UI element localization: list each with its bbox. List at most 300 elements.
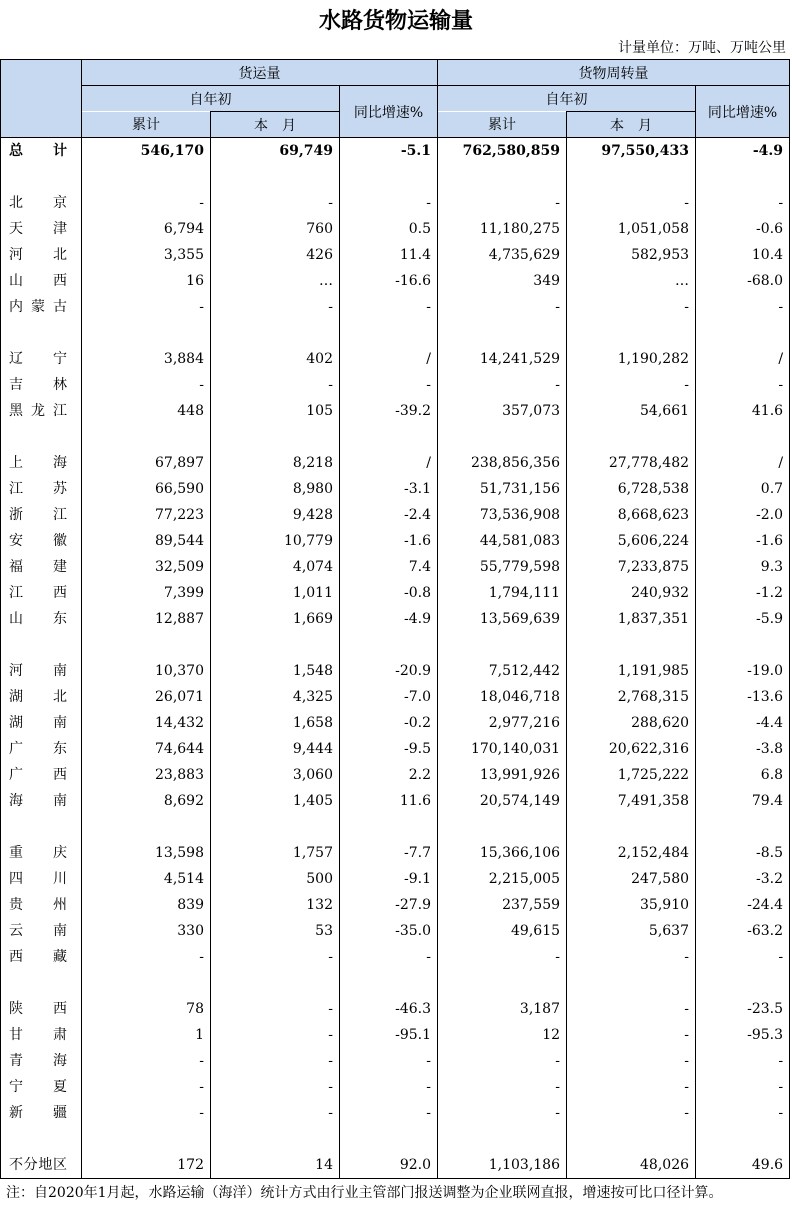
turnover-yoy-cell: 6.8 xyxy=(696,762,790,788)
cargo-month-cell: 1,548 xyxy=(211,658,340,684)
turnover-month-cell: - xyxy=(567,1022,696,1048)
turnover-yoy-cell: -1.2 xyxy=(696,580,790,606)
turnover-yoy-cell: - xyxy=(696,1100,790,1126)
table-row xyxy=(1,606,790,632)
cargo-ytd-cell: 14,432 xyxy=(82,710,211,736)
turnover-ytd-cell: 1,794,111 xyxy=(438,580,567,606)
turnover-ytd-cell: 7,512,442 xyxy=(438,658,567,684)
cargo-month-cell: 14 xyxy=(211,1152,340,1179)
cargo-yoy-cell: - xyxy=(340,1074,438,1100)
turnover-yoy-cell: 49.6 xyxy=(696,1152,790,1179)
cargo-month-cell: 8,218 xyxy=(211,450,340,476)
turnover-ytd-cell: 1,103,186 xyxy=(438,1152,567,1179)
region-cell: 西藏 xyxy=(1,944,82,970)
region-cell: 山东 xyxy=(1,606,82,632)
cargo-ytd-cell: 330 xyxy=(82,918,211,944)
region-cell: 陕西 xyxy=(1,996,82,1022)
cargo-yoy-cell: / xyxy=(340,346,438,372)
cargo-ytd-cell: 448 xyxy=(82,398,211,424)
cargo-ytd-cell: 16 xyxy=(82,268,211,294)
table-row xyxy=(1,866,790,892)
cargo-ytd-cell: - xyxy=(82,372,211,398)
cargo-month-cell: 1,658 xyxy=(211,710,340,736)
cargo-month-cell: 9,428 xyxy=(211,502,340,528)
cargo-ytd-cell: - xyxy=(82,1100,211,1126)
cargo-month-cell: 9,444 xyxy=(211,736,340,762)
cargo-ytd-cell: 1 xyxy=(82,1022,211,1048)
cargo-ytd-cell: 77,223 xyxy=(82,502,211,528)
spacer-row xyxy=(1,632,790,658)
region-cell: 吉林 xyxy=(1,372,82,398)
region-cell: 四川 xyxy=(1,866,82,892)
turnover-ytd-header: 累计 xyxy=(438,112,567,138)
cargo-month-cell: 426 xyxy=(211,242,340,268)
turnover-ytd-cell: 15,366,106 xyxy=(438,840,567,866)
cargo-yoy-cell: 11.4 xyxy=(340,242,438,268)
turnover-yoy-cell: -4.4 xyxy=(696,710,790,736)
turnover-yoy-cell: / xyxy=(696,450,790,476)
turnover-month-cell: 48,026 xyxy=(567,1152,696,1179)
cargo-yoy-cell: -5.1 xyxy=(340,138,438,165)
turnover-ytd-cell: - xyxy=(438,372,567,398)
turnover-ytd-cell: 170,140,031 xyxy=(438,736,567,762)
region-cell: 总 计 xyxy=(1,138,82,165)
spacer-cell xyxy=(340,424,438,450)
turnover-ytd-cell: 55,779,598 xyxy=(438,554,567,580)
turnover-month-cell: 1,051,058 xyxy=(567,216,696,242)
turnover-month-cell: 35,910 xyxy=(567,892,696,918)
table-row xyxy=(1,450,790,476)
region-cell: 海南 xyxy=(1,788,82,814)
spacer-cell xyxy=(1,1126,82,1152)
cargo-month-cell: 1,405 xyxy=(211,788,340,814)
cargo-yoy-cell: -7.7 xyxy=(340,840,438,866)
turnover-yoy-cell: -19.0 xyxy=(696,658,790,684)
turnover-yoy-cell: -68.0 xyxy=(696,268,790,294)
turnover-yoy-cell: - xyxy=(696,190,790,216)
turnover-month-cell: 5,637 xyxy=(567,918,696,944)
spacer-cell xyxy=(1,320,82,346)
spacer-cell xyxy=(696,320,790,346)
cargo-yoy-cell: -1.6 xyxy=(340,528,438,554)
turnover-yoy-cell: 9.3 xyxy=(696,554,790,580)
region-cell: 上海 xyxy=(1,450,82,476)
spacer-cell xyxy=(211,814,340,840)
turnover-ytd-cell: 18,046,718 xyxy=(438,684,567,710)
cargo-yoy-cell: -95.1 xyxy=(340,1022,438,1048)
spacer-cell xyxy=(438,164,567,190)
table-row xyxy=(1,892,790,918)
spacer-cell xyxy=(1,164,82,190)
turnover-month-cell: - xyxy=(567,190,696,216)
spacer-cell xyxy=(696,970,790,996)
turnover-yoy-cell: -3.8 xyxy=(696,736,790,762)
table-row xyxy=(1,554,790,580)
turnover-ytd-cell: 20,574,149 xyxy=(438,788,567,814)
region-cell: 北京 xyxy=(1,190,82,216)
cargo-month-cell: 10,779 xyxy=(211,528,340,554)
cargo-month-cell: - xyxy=(211,944,340,970)
turnover-ytd-cell: 11,180,275 xyxy=(438,216,567,242)
turnover-yoy-cell: - xyxy=(696,1074,790,1100)
spacer-cell xyxy=(82,970,211,996)
cargo-month-cell: 69,749 xyxy=(211,138,340,165)
turnover-yoy-cell: -23.5 xyxy=(696,996,790,1022)
turnover-ytd-cell: 357,073 xyxy=(438,398,567,424)
spacer-cell xyxy=(340,814,438,840)
cargo-ytd-cell: - xyxy=(82,1074,211,1100)
turnover-month-cell: - xyxy=(567,294,696,320)
spacer-cell xyxy=(211,1126,340,1152)
cargo-month-cell: 8,980 xyxy=(211,476,340,502)
region-cell: 安徽 xyxy=(1,528,82,554)
turnover-ytd-cell: 349 xyxy=(438,268,567,294)
spacer-cell xyxy=(438,632,567,658)
spacer-cell xyxy=(438,320,567,346)
spacer-row xyxy=(1,320,790,346)
region-cell: 甘肃 xyxy=(1,1022,82,1048)
turnover-month-cell: - xyxy=(567,1100,696,1126)
cargo-ytd-cell: 13,598 xyxy=(82,840,211,866)
turnover-ytd-cell: - xyxy=(438,294,567,320)
cargo-yoy-cell: - xyxy=(340,1100,438,1126)
table-row xyxy=(1,788,790,814)
table-row xyxy=(1,398,790,424)
table-row xyxy=(1,762,790,788)
cargo-ytd-cell: 89,544 xyxy=(82,528,211,554)
spacer-row xyxy=(1,1126,790,1152)
cargo-yoy-cell: 92.0 xyxy=(340,1152,438,1179)
turnover-yoy-cell: 10.4 xyxy=(696,242,790,268)
water-freight-table xyxy=(0,59,790,1179)
spacer-cell xyxy=(82,632,211,658)
turnover-yoy-cell: 0.7 xyxy=(696,476,790,502)
region-cell: 重庆 xyxy=(1,840,82,866)
region-cell: 江苏 xyxy=(1,476,82,502)
cargo-month-cell: 3,060 xyxy=(211,762,340,788)
table-row xyxy=(1,372,790,398)
turnover-ytd-cell: - xyxy=(438,190,567,216)
cargo-month-cell: - xyxy=(211,1074,340,1100)
turnover-ytd-cell: 12 xyxy=(438,1022,567,1048)
table-row xyxy=(1,840,790,866)
turnover-ytd-cell: 49,615 xyxy=(438,918,567,944)
spacer-cell xyxy=(211,970,340,996)
turnover-yoy-cell: -24.4 xyxy=(696,892,790,918)
turnover-yoy-cell: - xyxy=(696,294,790,320)
turnover-month-cell: - xyxy=(567,1048,696,1074)
spacer-cell xyxy=(438,424,567,450)
cargo-month-cell: 760 xyxy=(211,216,340,242)
turnover-ytd-cell: 762,580,859 xyxy=(438,138,567,165)
cargo-yoy-cell: -35.0 xyxy=(340,918,438,944)
cargo-ytd-cell: 3,884 xyxy=(82,346,211,372)
cargo-ytd-header-top: 自年初 xyxy=(82,86,340,112)
cargo-yoy-cell: -7.0 xyxy=(340,684,438,710)
table-row xyxy=(1,580,790,606)
table-row xyxy=(1,346,790,372)
spacer-row xyxy=(1,970,790,996)
spacer-cell xyxy=(696,424,790,450)
table-row xyxy=(1,658,790,684)
cargo-yoy-cell: - xyxy=(340,1048,438,1074)
turnover-month-cell: 7,233,875 xyxy=(567,554,696,580)
spacer-cell xyxy=(567,164,696,190)
turnover-month-cell: 2,152,484 xyxy=(567,840,696,866)
spacer-cell xyxy=(696,164,790,190)
cargo-month-cell: 53 xyxy=(211,918,340,944)
cargo-month-cell: - xyxy=(211,190,340,216)
cargo-yoy-cell: -16.6 xyxy=(340,268,438,294)
turnover-month-cell: 2,768,315 xyxy=(567,684,696,710)
cargo-ytd-cell: - xyxy=(82,294,211,320)
spacer-cell xyxy=(1,424,82,450)
cargo-yoy-cell: -3.1 xyxy=(340,476,438,502)
region-cell: 黑龙江 xyxy=(1,398,82,424)
region-cell: 辽宁 xyxy=(1,346,82,372)
turnover-yoy-cell: -1.6 xyxy=(696,528,790,554)
turnover-yoy-cell: 79.4 xyxy=(696,788,790,814)
spacer-cell xyxy=(567,424,696,450)
spacer-cell xyxy=(340,632,438,658)
cargo-ytd-cell: 26,071 xyxy=(82,684,211,710)
region-cell: 河南 xyxy=(1,658,82,684)
turnover-month-cell: 54,661 xyxy=(567,398,696,424)
region-cell: 新疆 xyxy=(1,1100,82,1126)
region-cell: 广西 xyxy=(1,762,82,788)
table-row xyxy=(1,242,790,268)
cargo-ytd-cell: 67,897 xyxy=(82,450,211,476)
cargo-header: 货运量 xyxy=(82,60,438,86)
turnover-yoy-cell: - xyxy=(696,1048,790,1074)
table-row xyxy=(1,684,790,710)
cargo-yoy-cell: 11.6 xyxy=(340,788,438,814)
turnover-month-cell: 1,725,222 xyxy=(567,762,696,788)
spacer-cell xyxy=(567,1126,696,1152)
cargo-month-cell: 1,669 xyxy=(211,606,340,632)
cargo-ytd-cell: 23,883 xyxy=(82,762,211,788)
spacer-cell xyxy=(696,1126,790,1152)
turnover-ytd-cell: - xyxy=(438,1048,567,1074)
turnover-ytd-header-top: 自年初 xyxy=(438,86,696,112)
cargo-ytd-cell: - xyxy=(82,190,211,216)
turnover-month-cell: 6,728,538 xyxy=(567,476,696,502)
turnover-ytd-cell: 2,215,005 xyxy=(438,866,567,892)
cargo-ytd-cell: 74,644 xyxy=(82,736,211,762)
cargo-month-cell: 132 xyxy=(211,892,340,918)
cargo-yoy-cell: - xyxy=(340,190,438,216)
cargo-month-cell: 4,074 xyxy=(211,554,340,580)
cargo-month-cell: 1,757 xyxy=(211,840,340,866)
turnover-month-cell: - xyxy=(567,996,696,1022)
turnover-ytd-cell: - xyxy=(438,944,567,970)
cargo-yoy-cell: - xyxy=(340,372,438,398)
cargo-month-cell: - xyxy=(211,372,340,398)
region-cell: 贵州 xyxy=(1,892,82,918)
table-row xyxy=(1,1022,790,1048)
turnover-ytd-cell: 238,856,356 xyxy=(438,450,567,476)
turnover-ytd-cell: 13,569,639 xyxy=(438,606,567,632)
cargo-ytd-cell: 66,590 xyxy=(82,476,211,502)
spacer-cell xyxy=(82,424,211,450)
cargo-ytd-cell: - xyxy=(82,944,211,970)
spacer-cell xyxy=(567,632,696,658)
turnover-yoy-cell: - xyxy=(696,944,790,970)
cargo-yoy-cell: 2.2 xyxy=(340,762,438,788)
cargo-yoy-cell: - xyxy=(340,294,438,320)
spacer-cell xyxy=(340,970,438,996)
spacer-cell xyxy=(211,424,340,450)
cargo-yoy-header: 同比增速% xyxy=(340,86,438,138)
turnover-ytd-cell: 237,559 xyxy=(438,892,567,918)
spacer-cell xyxy=(438,1126,567,1152)
spacer-cell xyxy=(340,1126,438,1152)
cargo-month-cell: 500 xyxy=(211,866,340,892)
turnover-month-cell: - xyxy=(567,944,696,970)
turnover-ytd-cell: - xyxy=(438,1074,567,1100)
cargo-yoy-cell: -0.2 xyxy=(340,710,438,736)
region-cell: 河北 xyxy=(1,242,82,268)
spacer-cell xyxy=(696,632,790,658)
region-cell: 福建 xyxy=(1,554,82,580)
cargo-ytd-cell: 546,170 xyxy=(82,138,211,165)
cargo-ytd-cell: 839 xyxy=(82,892,211,918)
turnover-yoy-cell: -13.6 xyxy=(696,684,790,710)
cargo-yoy-cell: -9.1 xyxy=(340,866,438,892)
table-row xyxy=(1,528,790,554)
turnover-yoy-cell: -95.3 xyxy=(696,1022,790,1048)
cargo-ytd-cell: 7,399 xyxy=(82,580,211,606)
spacer-cell xyxy=(82,814,211,840)
table-row xyxy=(1,1100,790,1126)
cargo-month-header: 本 月 xyxy=(211,112,340,138)
region-cell: 天津 xyxy=(1,216,82,242)
region-cell: 湖南 xyxy=(1,710,82,736)
spacer-cell xyxy=(1,632,82,658)
cargo-ytd-cell: 32,509 xyxy=(82,554,211,580)
cargo-yoy-cell: - xyxy=(340,944,438,970)
spacer-cell xyxy=(567,970,696,996)
turnover-month-cell: 27,778,482 xyxy=(567,450,696,476)
total-row xyxy=(1,138,790,165)
table-row xyxy=(1,476,790,502)
cargo-ytd-cell: 6,794 xyxy=(82,216,211,242)
cargo-yoy-cell: -39.2 xyxy=(340,398,438,424)
region-cell: 不分地区 xyxy=(1,1152,82,1179)
turnover-month-cell: 1,191,985 xyxy=(567,658,696,684)
region-cell: 云南 xyxy=(1,918,82,944)
spacer-cell xyxy=(567,814,696,840)
table-row xyxy=(1,1152,790,1179)
footnote: 注：自2020年1月起，水路运输（海洋）统计方式由行业主管部门报送调整为企业联网直报，增速按可比口径计算。 xyxy=(6,1185,723,1201)
spacer-cell xyxy=(211,320,340,346)
table-row xyxy=(1,996,790,1022)
spacer-cell xyxy=(211,164,340,190)
turnover-month-cell: 288,620 xyxy=(567,710,696,736)
turnover-yoy-cell: 41.6 xyxy=(696,398,790,424)
turnover-month-cell: 247,580 xyxy=(567,866,696,892)
cargo-ytd-cell: - xyxy=(82,1048,211,1074)
table-row xyxy=(1,1048,790,1074)
region-header xyxy=(1,60,82,138)
turnover-month-cell: 1,837,351 xyxy=(567,606,696,632)
turnover-ytd-cell: - xyxy=(438,1100,567,1126)
turnover-yoy-cell: -8.5 xyxy=(696,840,790,866)
turnover-yoy-cell: -63.2 xyxy=(696,918,790,944)
cargo-ytd-cell: 4,514 xyxy=(82,866,211,892)
turnover-ytd-cell: 2,977,216 xyxy=(438,710,567,736)
turnover-month-cell: … xyxy=(567,268,696,294)
table-row xyxy=(1,710,790,736)
turnover-month-cell: 1,190,282 xyxy=(567,346,696,372)
cargo-yoy-cell: -20.9 xyxy=(340,658,438,684)
cargo-ytd-cell: 172 xyxy=(82,1152,211,1179)
spacer-cell xyxy=(438,970,567,996)
table-row xyxy=(1,294,790,320)
page-title: 水路货物运输量 xyxy=(318,9,473,34)
region-cell: 宁夏 xyxy=(1,1074,82,1100)
spacer-cell xyxy=(211,632,340,658)
spacer-cell xyxy=(696,814,790,840)
table-row xyxy=(1,736,790,762)
spacer-cell xyxy=(567,320,696,346)
turnover-ytd-cell: 14,241,529 xyxy=(438,346,567,372)
table-row xyxy=(1,1074,790,1100)
table-row xyxy=(1,190,790,216)
cargo-month-cell: 402 xyxy=(211,346,340,372)
turnover-month-cell: 240,932 xyxy=(567,580,696,606)
spacer-cell xyxy=(340,320,438,346)
turnover-month-cell: 5,606,224 xyxy=(567,528,696,554)
region-cell: 浙江 xyxy=(1,502,82,528)
spacer-cell xyxy=(82,1126,211,1152)
cargo-month-cell: - xyxy=(211,1022,340,1048)
turnover-yoy-cell: / xyxy=(696,346,790,372)
cargo-month-cell: - xyxy=(211,1100,340,1126)
cargo-month-cell: - xyxy=(211,1048,340,1074)
cargo-ytd-cell: 3,355 xyxy=(82,242,211,268)
region-cell: 内蒙古 xyxy=(1,294,82,320)
cargo-ytd-header: 累计 xyxy=(82,112,211,138)
spacer-cell xyxy=(340,164,438,190)
region-cell: 山西 xyxy=(1,268,82,294)
table-row xyxy=(1,944,790,970)
turnover-ytd-cell: 4,735,629 xyxy=(438,242,567,268)
turnover-ytd-cell: 13,991,926 xyxy=(438,762,567,788)
spacer-cell xyxy=(82,320,211,346)
turnover-yoy-cell: -3.2 xyxy=(696,866,790,892)
cargo-yoy-cell: -9.5 xyxy=(340,736,438,762)
turnover-month-cell: 7,491,358 xyxy=(567,788,696,814)
cargo-month-cell: - xyxy=(211,294,340,320)
turnover-yoy-header: 同比增速% xyxy=(696,86,790,138)
cargo-month-cell: … xyxy=(211,268,340,294)
cargo-yoy-cell: -46.3 xyxy=(340,996,438,1022)
spacer-row xyxy=(1,164,790,190)
table-row xyxy=(1,268,790,294)
cargo-yoy-cell: -27.9 xyxy=(340,892,438,918)
table-row xyxy=(1,502,790,528)
turnover-month-cell: 97,550,433 xyxy=(567,138,696,165)
turnover-month-cell: 582,953 xyxy=(567,242,696,268)
turnover-yoy-cell: - xyxy=(696,372,790,398)
cargo-yoy-cell: 7.4 xyxy=(340,554,438,580)
cargo-month-cell: 4,325 xyxy=(211,684,340,710)
cargo-ytd-cell: 78 xyxy=(82,996,211,1022)
turnover-month-cell: 20,622,316 xyxy=(567,736,696,762)
unit-label: 计量单位：万吨、万吨公里 xyxy=(618,40,786,56)
turnover-ytd-cell: 73,536,908 xyxy=(438,502,567,528)
